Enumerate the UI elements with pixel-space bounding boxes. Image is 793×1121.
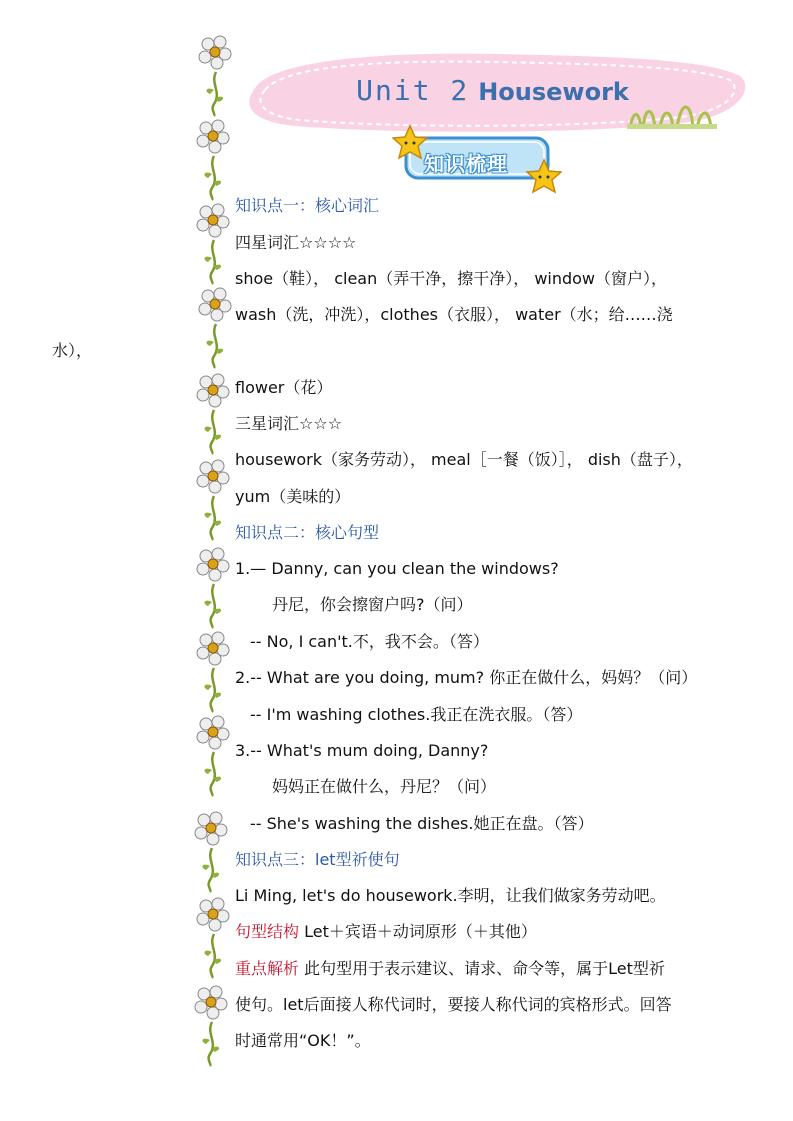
vocab-line-5: yum（美味的） (235, 487, 351, 506)
four-star-label: 四星词汇☆☆☆☆ (235, 233, 357, 252)
three-star-label: 三星词汇☆☆☆ (235, 414, 343, 433)
structure-text: Let＋宾语＋动词原形（＋其他） (299, 922, 537, 941)
vocab-line-2-wrap: 水）， (52, 341, 93, 360)
analysis-line-1 (235, 959, 665, 979)
sentence-1-answer: -- No, I can't.不，我不会。（答） (250, 632, 489, 651)
sentence-2-question: 2.-- What are you doing, mum? 你正在做什么，妈妈？（问） (235, 668, 698, 687)
analysis-line-3: 时通常用“OK！”。 (235, 1031, 371, 1050)
analysis-text-1: 此句型用于表示建议、请求、命令等，属于Let型祈 (299, 959, 665, 978)
title-topic: Housework (478, 78, 629, 106)
sentence-2-answer: -- I'm washing clothes.我正在洗衣服。（答） (250, 705, 583, 724)
sentence-1-question-cn: 丹尼，你会擦窗户吗?（问） (272, 595, 473, 614)
structure-line (235, 922, 537, 942)
sentence-1-question: 1.— Danny, can you clean the windows? (235, 559, 559, 578)
vocab-line-1: shoe（鞋）， clean（弄干净，擦干净）， window（窗户）， (235, 269, 668, 288)
vocab-line-2: wash（洗，冲洗），clothes（衣服）， water（水；给……浇 (235, 305, 673, 324)
badge-label: 知识梳理 (424, 152, 508, 176)
vocab-line-3: flower（花） (235, 378, 333, 397)
vocab-line-4: housework（家务劳动）， meal［一餐（饭）］， dish（盘子）， (235, 450, 693, 469)
kp2-heading: 知识点二：核心句型 (235, 523, 380, 542)
analysis-line-2: 使句。let后面接人称代词时，要接人称代词的宾格形式。回答 (235, 995, 672, 1014)
sentence-3-question: 3.-- What's mum doing, Danny? (235, 741, 489, 760)
structure-label: 句型结构 (235, 922, 300, 941)
analysis-label: 重点解析 (235, 959, 300, 978)
kp3-heading: 知识点三：let型祈使句 (235, 850, 400, 869)
sentence-3-answer: -- She's washing the dishes.她正在盘。（答） (250, 814, 594, 833)
kp1-heading: 知识点一：核心词汇 (235, 196, 380, 215)
sentence-3-question-cn: 妈妈正在做什么，丹尼？（问） (272, 777, 497, 796)
kp3-example: Li Ming, let's do housework.李明，让我们做家务劳动吧。 (235, 886, 666, 905)
page-title (235, 74, 750, 107)
title-unit: Unit 2 (356, 74, 470, 107)
flower-border-decoration (186, 32, 232, 1072)
